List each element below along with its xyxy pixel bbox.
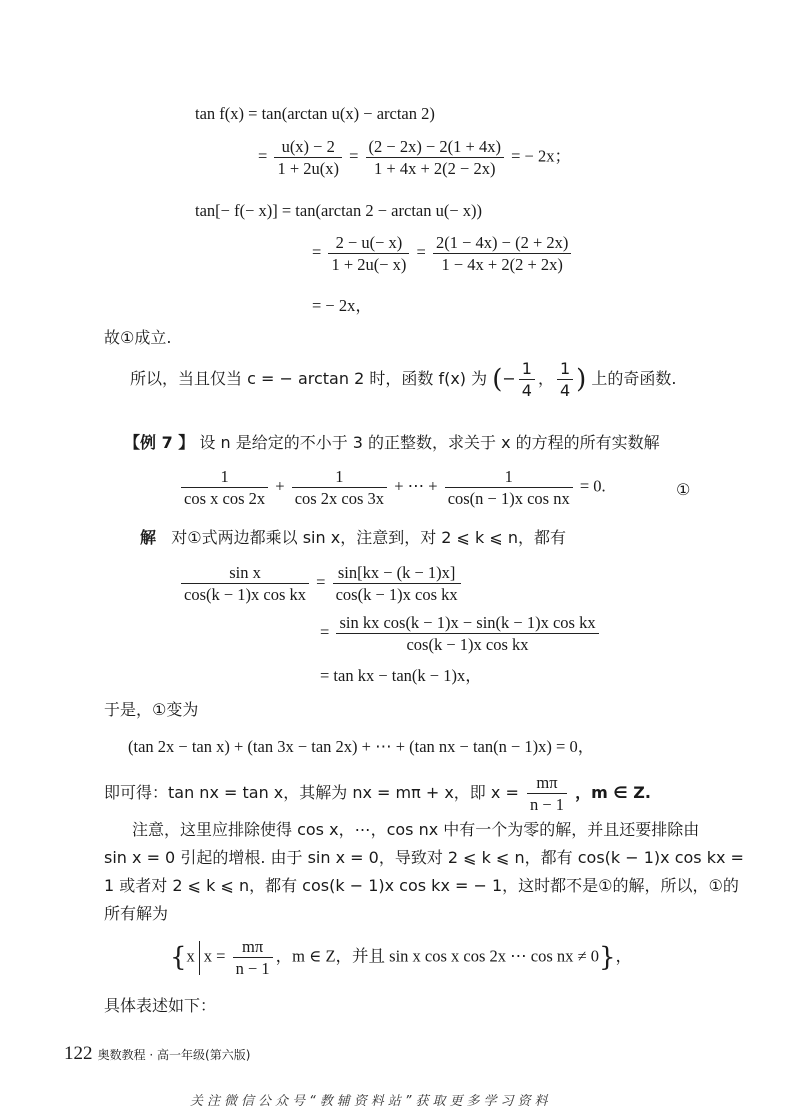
page-number: 122 <box>64 1043 93 1064</box>
equation-1: $\frac{1}{\text{cos x cos 2x}}$ + $\frac{1}{\text{cos 2x cos 3x}}$ + ⋯ + $\frac{1}{\text{cos(n − 1)x cos nx}}$ = 0. <box>178 466 606 509</box>
page-footer <box>64 1044 250 1065</box>
derivation-step-3: = tan kx − tan(k − 1)x， <box>320 666 482 685</box>
fraction: $\frac{1}{4}$ <box>519 358 535 401</box>
paragraph-line-1: 注意，这里应排除使得 cos x，⋯，cos nx 中有一个为零的解，并且还要排除由 <box>132 820 700 839</box>
conclusion-line: 故①成立. <box>104 328 172 347</box>
fraction: $\frac{2 - u(- x)}{1 + 2u(- x)}$ <box>328 232 409 275</box>
fraction: $\frac{1}{\text{cos x cos 2x}}$ <box>181 466 268 509</box>
eq-tan-fx: tan f(x) = tan(arctan u(x) − arctan 2) <box>195 104 435 123</box>
fraction: $\frac{\text{sin x}}{\text{cos(k − 1)x cos kx}}$ <box>181 562 309 605</box>
eq-tan-minus-f-step: = $\frac{2 - u(- x)}{1 + 2u(- x)}$ = $\frac{2(1 - 4x) - (2 + 2x)}{1 - 4x + 2(2 + 2x)}$ <box>312 232 574 275</box>
derivation-step-1: $\frac{\text{sin x}}{\text{cos(k − 1)x cos kx}}$ = $\frac{\sin[kx - (k - 1)x]}{\text{cos(k − 1)x cos kx}}$ <box>178 562 464 605</box>
solution-general: 即可得：tan nx = tan x，其解为 nx = mπ + x，即 x = $\frac{m\pi}{n - 1}$ ，m ∈ Z. <box>104 773 651 814</box>
fraction: $\frac{2(1 - 4x) - (2 + 2x)}{1 - 4x + 2(2 + 2x)}$ <box>433 232 571 275</box>
fraction: $\frac{\sin[kx - (k - 1)x]}{\text{cos(k − 1)x cos kx}}$ <box>333 562 461 605</box>
paragraph-line-4: 所有解为 <box>104 904 169 923</box>
example-heading <box>124 433 660 453</box>
paragraph-line-2: sin x = 0 引起的增根. 由于 sin x = 0，导致对 2 ⩽ k ⩽ n，都有 cos(k − 1)x cos kx = <box>104 848 744 867</box>
conclusion-odd-function: 所以，当且仅当 c = − arctan 2 时，函数 f(x) 为 (− $\frac{1}{4}$ ， $\frac{1}{4}$ ) 上的奇函数. <box>130 359 677 400</box>
eq-tan-fx-step: = $\frac{u(x) - 2}{1 + 2u(x)}$ = $\frac{(2 - 2x) - 2(1 + 4x)}{1 + 4x + 2(2 - 2x)}$ = − 2x； <box>258 137 571 178</box>
then-line: 于是，①变为 <box>104 700 199 719</box>
fraction: $\frac{u(x) - 2}{1 + 2u(x)}$ <box>274 136 342 179</box>
fraction: $\frac{1}{4}$ <box>557 358 573 401</box>
eq-tan-minus-f: tan[− f(− x)] = tan(arctan 2 − arctan u(− x)) <box>195 201 483 220</box>
example-text: 设 n 是给定的不小于 3 的正整数，求关于 x 的方程的所有实数解 <box>199 433 660 452</box>
derivation-step-2: = $\frac{\text{sin kx cos(k − 1)x − sin(k − 1)x cos kx}}{\text{cos(k − 1)x cos kx}}$ <box>320 612 602 655</box>
fraction: $\frac{(2 - 2x) - 2(1 + 4x)}{1 + 4x + 2(2 - 2x)}$ <box>366 136 504 179</box>
fraction: $\frac{1}{\text{cos 2x cos 3x}}$ <box>292 466 387 509</box>
equation-tag: ① <box>676 480 691 499</box>
eq-result: = − 2x， <box>312 296 372 315</box>
book-title: 奥数教程 · 高一年级(第六版) <box>97 1048 251 1062</box>
paragraph-line-3: 1 或者对 2 ⩽ k ⩽ n，都有 cos(k − 1)x cos kx = − 1，这时都不是①的解，所以，①的 <box>104 876 739 895</box>
solution-label: 解 <box>140 528 157 547</box>
fraction: $\frac{m\pi}{n - 1}$ <box>527 772 567 815</box>
fraction: $\frac{\text{sin kx cos(k − 1)x − sin(k − 1)x cos kx}}{\text{cos(k − 1)x cos kx}}$ <box>336 612 598 655</box>
fraction: $\frac{m\pi}{n - 1}$ <box>233 936 273 979</box>
solution-intro: 解 对①式两边都乘以 sin x，注意到，对 2 ⩽ k ⩽ n，都有 <box>140 528 567 547</box>
solution-set: {x x = $\frac{m\pi}{n - 1}$ ，m ∈ Z，并且 sin x cos x cos 2x ⋯ cos nx ≠ 0}， <box>170 937 633 978</box>
closing-line: 具体表述如下： <box>104 996 217 1015</box>
fraction: $\frac{1}{\text{cos(n − 1)x cos nx}}$ <box>445 466 573 509</box>
watermark-text: 关注微信公众号“教辅资料站”获取更多学习资料 <box>190 1094 552 1109</box>
telescoping-sum: (tan 2x − tan x) + (tan 3x − tan 2x) + ⋯ + (tan nx − tan(n − 1)x) = 0， <box>128 737 595 756</box>
example-label: 【例 7 】 <box>124 433 195 452</box>
